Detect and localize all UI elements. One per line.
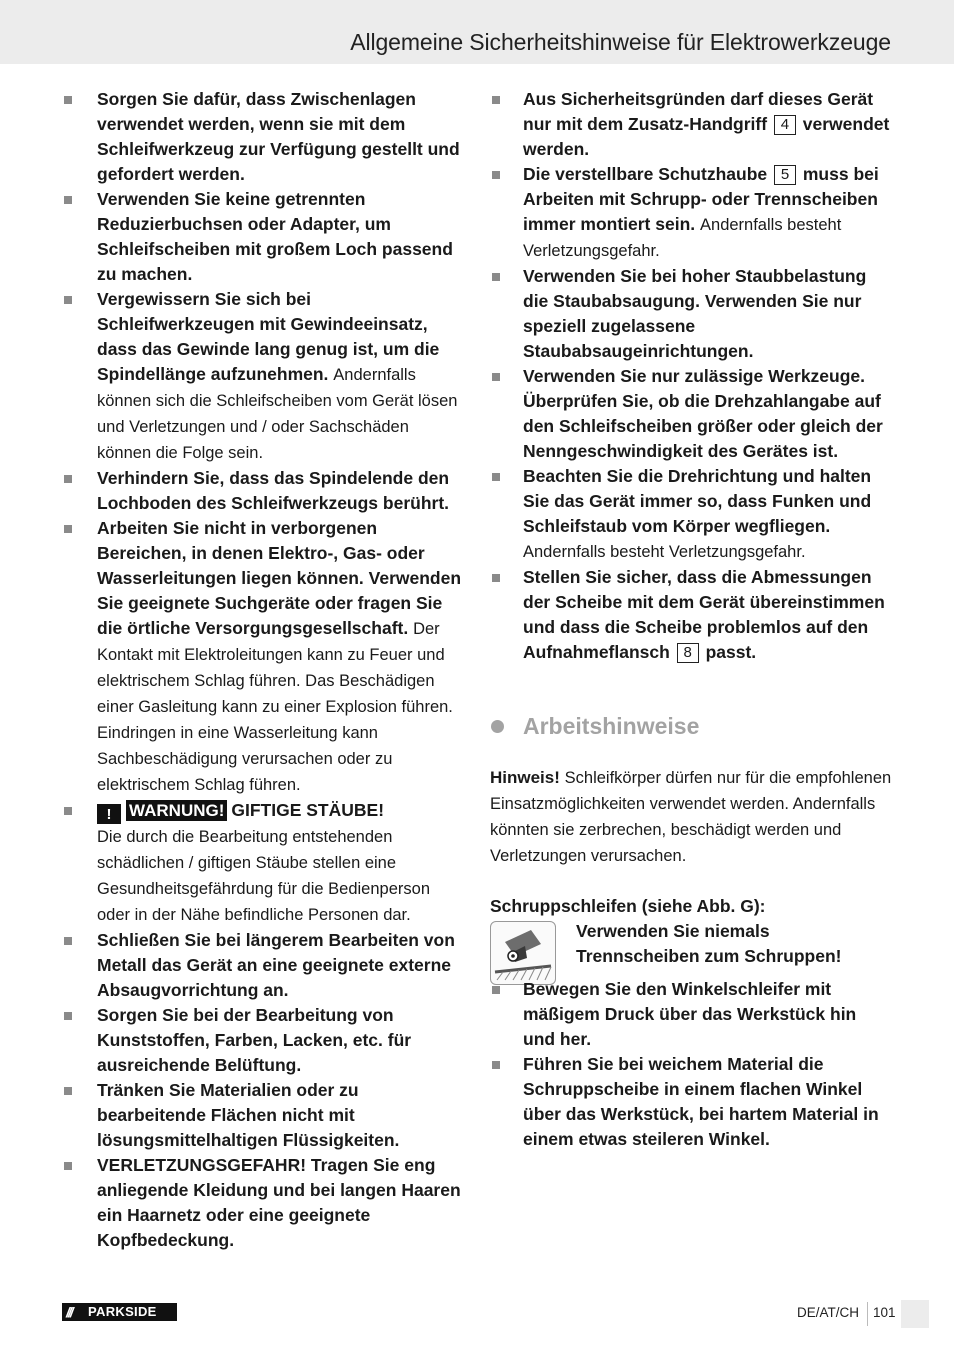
bold-text: passt. [705, 642, 757, 662]
bold-text: verwendet werden. [523, 114, 890, 159]
list-item [490, 364, 892, 464]
list-item [490, 565, 892, 665]
page-number: 101 [873, 1305, 896, 1320]
square-bullet-icon [64, 1012, 72, 1020]
square-bullet-icon [64, 1162, 72, 1170]
list-item [490, 162, 892, 264]
square-bullet-icon [64, 296, 72, 304]
footer-divider [867, 1302, 868, 1326]
bold-text: Beachten Sie die Drehrichtung und halten Sie das Gerät immer so, dass Funken und Schleifstaub vom Körper wegfliegen. [523, 466, 872, 536]
bold-text: Aus Sicherheitsgründen darf dieses Gerät nur mit dem Zusatz-Handgriff [523, 89, 874, 134]
list-item [62, 287, 467, 466]
list-item [490, 977, 892, 1052]
bold-text: Vergewissern Sie sich bei Schleifwerkzeugen mit Gewindeeinsatz, dass das Gewinde lang genug ist, um die Spindellänge aufzunehmen. [97, 289, 440, 384]
bold-text: Sorgen Sie dafür, dass Zwischenlagen verwendet werden, wenn sie mit dem Schleifwerkzeug zur Verfügung gestellt und gefordert werden. [97, 89, 460, 184]
square-bullet-icon [492, 171, 500, 179]
bold-text: Verwenden Sie bei hoher Staubbelastung die Staubabsaugung. Verwenden Sie nur speziell zugelassene Staubabsaugeinrichtungen. [523, 266, 867, 361]
square-bullet-icon [492, 96, 500, 104]
bold-text: Arbeiten Sie nicht in verborgenen Bereichen, in denen Elektro-, Gas- oder Wasserleitungen liegen können. Verwenden Sie geeignete Suchgeräte oder fragen Sie die örtliche Versorgungsgesellschaft. [97, 518, 462, 638]
list-item [62, 466, 467, 516]
square-bullet-icon [64, 937, 72, 945]
bold-text: muss bei Arbeiten mit Schrupp- oder Trennscheiben immer montiert sein. [523, 164, 879, 234]
list-item [62, 516, 467, 798]
bold-text: Führen Sie bei weichem Material die Schruppscheibe in einem flachen Winkel über das Werkstück, bei hartem Material in einem etwas steileren Winkel. [523, 1054, 879, 1149]
normal-text: Die durch die Bearbeitung entstehenden schädlichen / giftigen Stäube stellen eine Gesundheitsgefährdung für die Bedienperson oder in der Nähe befindliche Personen dar. [97, 828, 430, 924]
normal-text: Andernfalls besteht Verletzungsgefahr. [523, 543, 806, 561]
note-text: Schleifkörper dürfen nur für die empfohlenen Einsatzmöglichkeiten verwendet werden. Andernfalls könnten sie zerbrechen, beschädigt werden und Verletzungen verursachen. [490, 769, 892, 865]
note-paragraph [490, 765, 892, 869]
grinding-instruction-list [490, 977, 892, 1152]
square-bullet-icon [492, 473, 500, 481]
part-reference-box: 8 [677, 643, 699, 663]
list-item [62, 928, 467, 1003]
list-item [62, 1003, 467, 1078]
footer-tab-marker [901, 1300, 929, 1328]
normal-text: Der Kontakt mit Elektroleitungen kann zu Feuer und elektrischem Schlag führen. Das Beschädigen einer Gasleitung kann zu einer Explosion führen. Eindringen in eine Wasserleitung kann Sachbeschädigung verursachen oder zu elektrischem Schlag führen. [97, 620, 453, 794]
square-bullet-icon [492, 986, 500, 994]
note-label: Hinweis! [490, 768, 560, 787]
bold-text: Verhindern Sie, dass das Spindelende den Lochboden des Schleifwerkzeugs berührt. [97, 468, 450, 513]
warning-triangle-icon: ! [97, 804, 121, 824]
list-item [62, 187, 467, 287]
list-item [62, 798, 467, 928]
part-reference-box: 4 [774, 115, 796, 135]
left-column [62, 87, 467, 1253]
square-bullet-icon [64, 196, 72, 204]
warning-badge: WARNUNG! [126, 800, 227, 821]
bold-text: Schließen Sie bei längerem Bearbeiten von Metall das Gerät an eine geeignete externe Absaugvorrichtung an. [97, 930, 455, 1000]
right-safety-list [490, 87, 892, 665]
bold-text: Stellen Sie sicher, dass die Abmessungen der Scheibe mit dem Gerät übereinstimmen und dass die Scheibe problemlos auf den Aufnahmeflansch [523, 567, 885, 662]
bold-text: VERLETZUNGSGEFAHR! Tragen Sie eng anliegende Kleidung und bei langen Haaren ein Haarnetz oder eine geeignete Kopfbedeckung. [97, 1155, 461, 1250]
footer-language: DE/AT/CH [796, 1305, 859, 1320]
square-bullet-icon [492, 574, 500, 582]
bold-text: Sorgen Sie bei der Bearbeitung von Kunststoffen, Farben, Lacken, etc. für ausreichende Belüftung. [97, 1005, 412, 1075]
grinder-figure-icon [490, 921, 556, 985]
list-item [62, 87, 467, 187]
parkside-logo [62, 1303, 177, 1321]
warning-line [97, 800, 385, 823]
logo-text: PARKSIDE [88, 1304, 157, 1319]
list-item [490, 464, 892, 565]
section-heading [490, 711, 892, 741]
bold-text: Verwenden Sie nur zulässige Werkzeuge. Überprüfen Sie, ob die Drehzahlangabe auf den Schleifscheiben größer oder gleich der Nenngeschwindigkeit des Gerätes ist. [523, 366, 883, 461]
page-title: Allgemeine Sicherheitshinweise für Elektrowerkzeuge [350, 29, 891, 55]
square-bullet-icon [492, 273, 500, 281]
normal-text: Andernfalls besteht Verletzungsgefahr. [523, 216, 842, 260]
right-column [490, 87, 892, 1152]
square-bullet-icon [492, 1061, 500, 1069]
list-item [490, 87, 892, 162]
part-reference-box: 5 [774, 165, 796, 185]
list-item [62, 1153, 467, 1253]
section-bullet-icon [491, 720, 504, 733]
square-bullet-icon [64, 1087, 72, 1095]
bold-text: Tränken Sie Materialien oder zu bearbeitende Flächen nicht mit lösungsmittelhaltigen Flüssigkeiten. [97, 1080, 400, 1150]
sub-heading: Schruppschleifen (siehe Abb. G): [490, 896, 766, 916]
square-bullet-icon [492, 373, 500, 381]
warning-title: GIFTIGE STÄUBE! [231, 800, 385, 820]
left-safety-list [62, 87, 467, 1253]
bold-text: Bewegen Sie den Winkelschleifer mit mäßigem Druck über das Werkstück hin und her. [523, 979, 857, 1049]
square-bullet-icon [64, 96, 72, 104]
list-item [490, 1052, 892, 1152]
figure-row [490, 919, 892, 977]
list-item [490, 264, 892, 364]
header-bar [0, 0, 954, 64]
square-bullet-icon [64, 475, 72, 483]
figure-warning-text: Verwenden Sie niemals Trennscheiben zum Schruppen! [576, 921, 842, 966]
section-title-text: Arbeitshinweise [523, 713, 700, 739]
logo-slashes-icon: /// [66, 1304, 72, 1320]
square-bullet-icon [64, 807, 72, 815]
list-item [62, 1078, 467, 1153]
bold-text: Verwenden Sie keine getrennten Reduzierbuchsen oder Adapter, um Schleifscheiben mit großem Loch passend zu machen. [97, 189, 453, 284]
square-bullet-icon [64, 525, 72, 533]
normal-text: Andernfalls können sich die Schleifscheiben vom Gerät lösen und Verletzungen und / oder Sachschäden können die Folge sein. [97, 366, 458, 462]
bold-text: Die verstellbare Schutzhaube [523, 164, 768, 184]
